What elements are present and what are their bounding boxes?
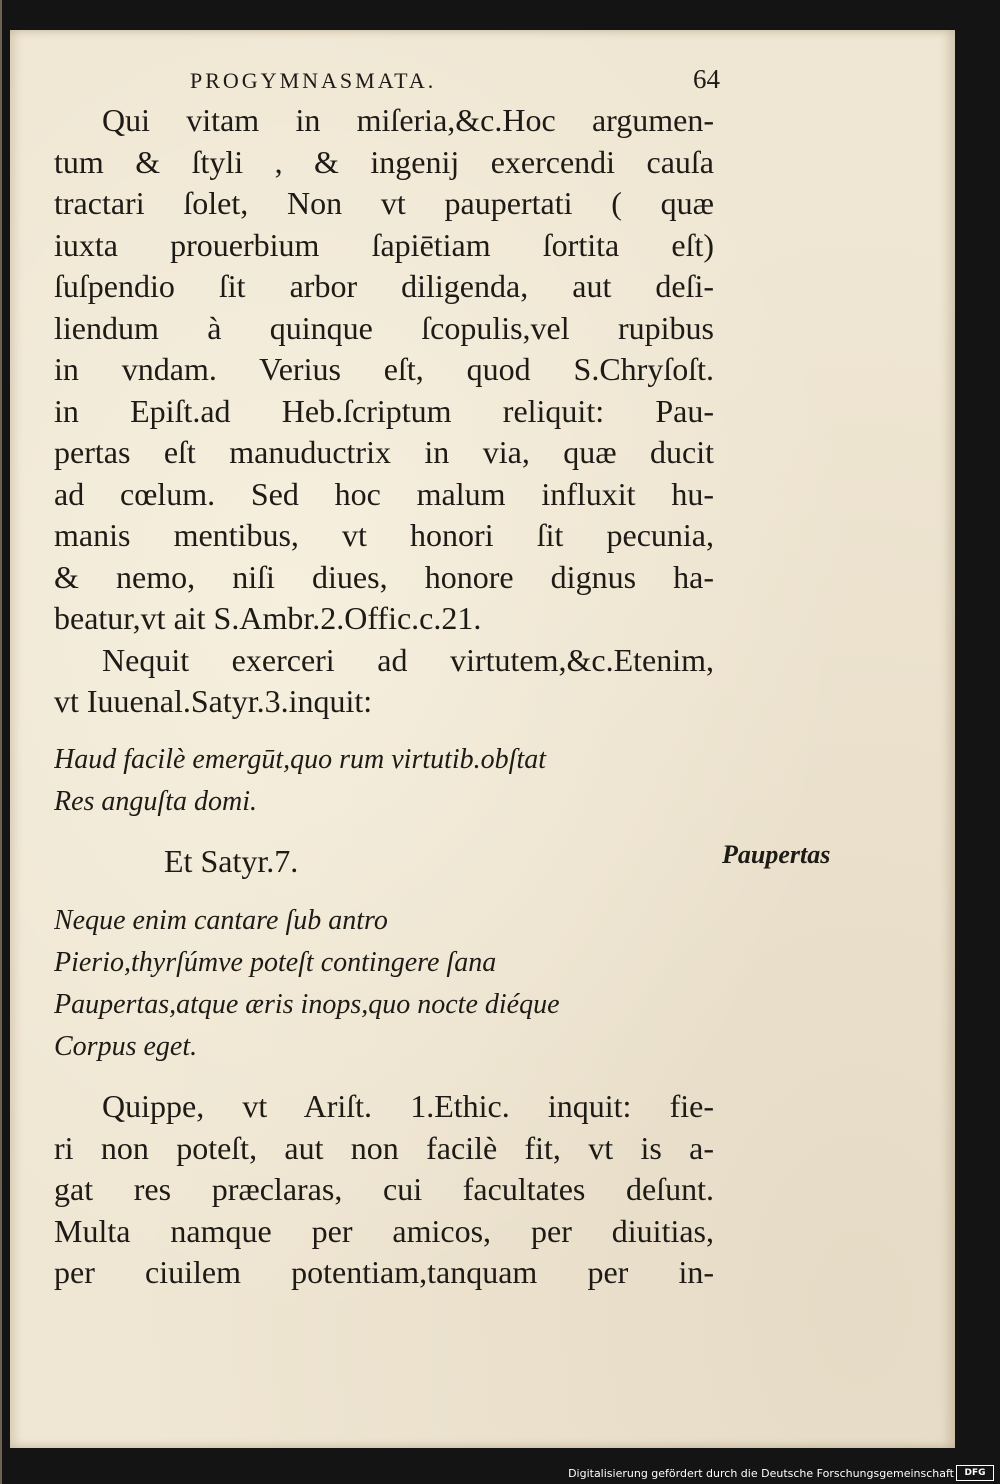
funding-credit: Digitalisierung gefördert durch die Deutsche Forschungsgemeinschaft: [568, 1467, 954, 1480]
text-line: Nequit exerceri ad virtutem,&c.Etenim,: [102, 641, 714, 678]
text-line: & nemo, niſi diues, honore dignus ha-: [54, 558, 714, 595]
page-number: 64: [693, 64, 720, 94]
text-line: per ciuilem potentiam,tanquam per in-: [54, 1254, 714, 1290]
verse-line: Paupertas,atque æris inops,quo nocte diéque: [54, 989, 560, 1020]
text-line: ri non poteſt, aut non facilè fit, vt is a-: [54, 1129, 714, 1166]
text-line: manis mentibus, vt honori ſit pecunia,: [54, 517, 714, 553]
page-edge: [0, 0, 2, 1484]
text-line: liendum à quinque ſcopulis,vel rupibus: [54, 309, 714, 346]
verse-line: Res anguſta domi.: [54, 785, 257, 817]
text-line: tum & ſtyli , & ingenij exercendi cauſa: [54, 143, 714, 180]
text-line: in Epiſt.ad Heb.ſcriptum reliquit: Pau-: [54, 392, 714, 429]
text-line: pertas eſt manuductrix in via, quæ ducit: [54, 434, 714, 470]
text-line: beatur,vt ait S.Ambr.2.Offic.c.21.: [54, 600, 482, 636]
text-line: Qui vitam in miſeria,&c.Hoc argumen-: [102, 102, 714, 138]
page-header: [190, 64, 720, 98]
dfg-logo: DFG: [956, 1465, 994, 1481]
text-line: tractari ſolet, Non vt paupertati ( quæ: [54, 185, 714, 221]
text-line: Multa namque per amicos, per diuitias,: [54, 1212, 714, 1249]
citation-line: Et Satyr.7.: [164, 842, 299, 879]
book-page: [10, 30, 955, 1448]
text-line: gat res præclaras, cui facultates deſunt.: [54, 1171, 714, 1207]
text-line: in vndam. Verius eſt, quod S.Chryſoſt.: [54, 351, 714, 387]
main-text: [54, 100, 714, 1294]
verse-line: Corpus eget.: [54, 1031, 198, 1062]
text-line: iuxta prouerbium ſapiētiam ſortita eſt): [54, 226, 714, 263]
verse-line: Neque enim cantare ſub antro: [54, 905, 388, 936]
verse-line: Haud facilè emergūt,quo rum virtutib.obſtat: [54, 743, 547, 775]
text-line: ad cœlum. Sed hoc malum influxit hu-: [54, 475, 714, 512]
text-line: vt Iuuenal.Satyr.3.inquit:: [54, 683, 373, 719]
running-head: PROGYMNASMATA.: [190, 68, 437, 93]
marginal-note: Paupertas: [722, 840, 831, 869]
text-line: ſuſpendio ſit arbor diligenda, aut deſi-: [54, 268, 714, 304]
text-line: Quippe, vt Ariſt. 1.Ethic. inquit: fie-: [102, 1088, 714, 1124]
verse-line: Pierio,thyrſúmve poteſt contingere ſana: [54, 947, 497, 978]
